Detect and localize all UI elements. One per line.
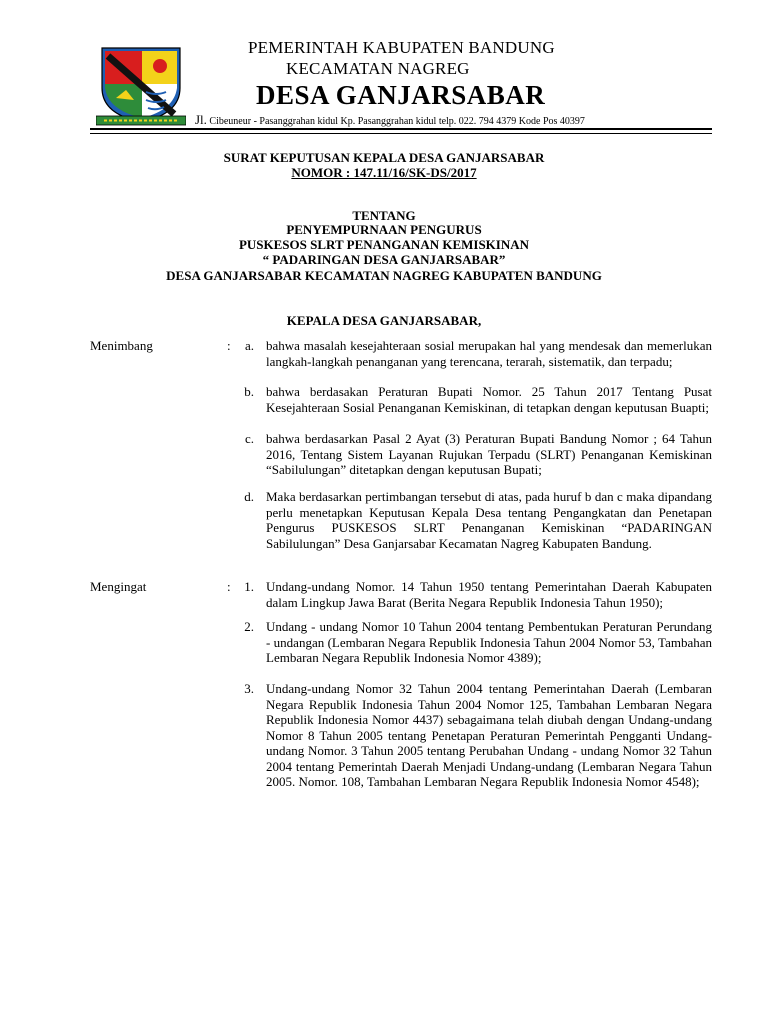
menimbang-item: [240, 489, 712, 551]
menimbang-label: Menimbang: [90, 338, 153, 353]
item-marker: d.: [244, 489, 254, 504]
item-marker: c.: [244, 431, 254, 446]
address-text: Cibeuneur - Pasanggrahan kidul Kp. Pasanggrahan kidul telp. 022. 794 4379 Kode Pos 40397: [206, 116, 585, 127]
issuer-heading: KEPALA DESA GANJARSABAR,: [286, 313, 482, 328]
concerning-line-3: “ PADARINGAN DESA GANJARSABAR”: [262, 252, 506, 267]
item-text: Maka berdasarkan pertimbangan tersebut di atas, pada huruf b dan c maka dipandang perlu menetapkan Keputusan Kepala Desa tentang Pengangkatan dan Penetapan Pengurus PUSKESOS SLRT Penanganan Kemiskinan “PADARINGAN Sabilulungan” Desa Ganjarsabar Kecamatan Nagreg Kabupaten Bandung.: [266, 489, 712, 551]
decree-title: SURAT KEPUTUSAN KEPALA DESA GANJARSABAR: [223, 150, 545, 165]
item-marker: 2.: [244, 619, 254, 634]
menimbang-item: [240, 384, 712, 415]
item-text: bahwa berdasarkan Pasal 2 Ayat (3) Peraturan Bupati Bandung Nomor ; 64 Tahun 2016, Tentang Sistem Layanan Rujukan Terpadu (SLRT) Penanganan Kemiskinan “Sabilulungan” ditetapkan dengan keputusan Bupati;: [266, 431, 712, 477]
letterhead-village-name: DESA GANJARSABAR: [256, 80, 546, 110]
letterhead-line-1: PEMERINTAH KABUPATEN BANDUNG: [248, 38, 555, 57]
address-prefix: Jl.: [195, 112, 207, 127]
concerning-line-4: DESA GANJARSABAR KECAMATAN NAGREG KABUPATEN BANDUNG: [166, 268, 602, 283]
menimbang-colon: :: [227, 338, 231, 353]
concerning-line-2: PUSKESOS SLRT PENANGANAN KEMISKINAN: [238, 237, 530, 252]
item-marker: 3.: [244, 681, 254, 696]
item-marker: 1.: [244, 579, 254, 594]
mengingat-item: [240, 681, 712, 790]
menimbang-item: [240, 338, 712, 369]
menimbang-item: [240, 431, 712, 478]
item-marker: b.: [244, 384, 254, 399]
decree-number: NOMOR : 147.11/16/SK-DS/2017: [291, 165, 477, 180]
mengingat-item: [240, 619, 712, 666]
mengingat-item: [240, 579, 712, 610]
letterhead-line-2: KECAMATAN NAGREG: [286, 59, 470, 78]
item-text: Undang-undang Nomor 32 Tahun 2004 tentang Pemerintahan Daerah (Lembaran Negara Republik Indonesia Tahun 2004 Nomor 125, Tambahan Lembaran Negara Republik Indonesia Nomor 4437) sebagaimana telah diubah dengan Undang-undang Nomor 8 Tahun 2005 tentang Penetapan Peraturan Pemerintah Pengganti Undang-undang Nomor. 3 Tahun 2005 tentang Perubahan Undang - undang Nomor 32 Tahun 2004 tentang Pemerintah Daerah Menjadi Undang-undang (Lembaran Negara Tahun 2005. Nomor. 108, Tambahan Lembaran Negara Republik Indonesia Nomor 4548);: [266, 681, 712, 789]
item-text: Undang-undang Nomor. 14 Tahun 1950 tentang Pemerintahan Daerah Kabupaten dalam Lingkup Jawa Barat (Berita Negara Republik Indonesia Tahun 1950);: [266, 579, 712, 610]
item-text: bahwa berdasakan Peraturan Bupati Nomor. 25 Tahun 2017 Tentang Pusat Kesejahteraan Sosial Penanganan Kemiskinan, di tetapkan dengan keputusan Buapti;: [266, 384, 712, 415]
concerning-label: TENTANG: [352, 208, 416, 223]
regency-coat-of-arms-icon: [96, 44, 186, 126]
letterhead-rule-thick: [90, 128, 712, 130]
mengingat-label: Mengingat: [90, 579, 147, 594]
item-text: bahwa masalah kesejahteraan sosial merupakan hal yang mendesak dan memerlukan langkah-langkah penanganan yang terencana, terarah, sistematik, dan terpadu;: [266, 338, 712, 369]
mengingat-colon: :: [227, 579, 231, 594]
concerning-line-1: PENYEMPURNAAN PENGURUS: [286, 222, 482, 237]
letterhead-address: [195, 112, 585, 128]
letterhead-rule-thin: [90, 133, 712, 134]
item-marker: a.: [244, 338, 254, 353]
item-text: Undang - undang Nomor 10 Tahun 2004 tentang Pembentukan Peraturan Perundang - undangan (Lembaran Negara Republik Indonesia Tahun 2004 Nomor 53, Tambahan Lembaran Negara Republik Indonesia Nomor 4389);: [266, 619, 712, 665]
